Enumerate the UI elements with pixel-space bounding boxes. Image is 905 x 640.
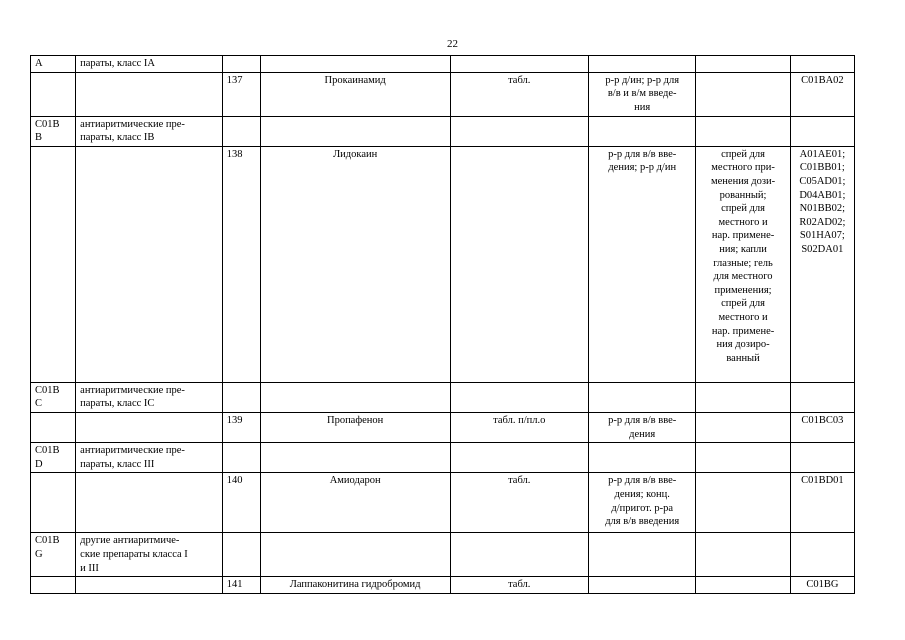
dosage-form-topical: [696, 56, 790, 73]
table-row: [31, 533, 855, 577]
dosage-form-topical: [696, 382, 790, 412]
group-description: антиаритмические пре- параты, класс IC: [76, 382, 223, 412]
drug-number: 140: [222, 473, 260, 533]
table-row: [31, 443, 855, 473]
dosage-form-topical: [696, 116, 790, 146]
atc-group-code: [31, 72, 76, 116]
group-description: параты, класс IA: [76, 56, 223, 73]
drug-name: Прокаинамид: [260, 72, 450, 116]
drug-name: Лидокаин: [260, 146, 450, 382]
atc-group-code: A: [31, 56, 76, 73]
drug-name: Лаппаконитина гидробромид: [260, 577, 450, 594]
dosage-form-topical: [696, 72, 790, 116]
drug-number: [222, 116, 260, 146]
atc-group-code: C01B G: [31, 533, 76, 577]
dosage-form: [450, 116, 589, 146]
dosage-form-topical: [696, 577, 790, 594]
dosage-form-injection: [589, 577, 696, 594]
atc-code: [790, 116, 854, 146]
atc-code: C01BA02: [790, 72, 854, 116]
atc-group-code: [31, 146, 76, 382]
page-number: 22: [447, 38, 458, 50]
table-row: [31, 56, 855, 73]
dosage-form: [450, 443, 589, 473]
atc-group-code: [31, 412, 76, 442]
group-description: [76, 412, 223, 442]
table-row: [31, 412, 855, 442]
dosage-form: табл. п/пл.о: [450, 412, 589, 442]
dosage-form-topical: спрей для местного при- менения дози- рованный; спрей для местного и нар. примене- ния; капли глазные; гель для местного применения; спрей для местного и нар. примене- ния дозиро- ванный: [696, 146, 790, 382]
drug-name: [260, 443, 450, 473]
atc-code: C01BG: [790, 577, 854, 594]
atc-group-code: [31, 473, 76, 533]
drug-name: [260, 116, 450, 146]
dosage-form-topical: [696, 473, 790, 533]
dosage-form-injection: [589, 382, 696, 412]
atc-group-code: C01B D: [31, 443, 76, 473]
atc-code: [790, 533, 854, 577]
table-row: [31, 382, 855, 412]
drug-name: Пропафенон: [260, 412, 450, 442]
dosage-form: [450, 533, 589, 577]
drug-table: [30, 55, 855, 594]
dosage-form-topical: [696, 412, 790, 442]
drug-number: [222, 443, 260, 473]
dosage-form-injection: р-р для в/в вве- дения; р-р д/ин: [589, 146, 696, 382]
dosage-form-injection: [589, 533, 696, 577]
dosage-form-injection: р-р для в/в вве- дения; конц. д/пригот. р-ра для в/в введения: [589, 473, 696, 533]
drug-number: [222, 533, 260, 577]
atc-code: C01BD01: [790, 473, 854, 533]
drug-number: [222, 56, 260, 73]
group-description: [76, 146, 223, 382]
dosage-form-injection: [589, 56, 696, 73]
group-description: [76, 577, 223, 594]
atc-code: [790, 56, 854, 73]
drug-number: 137: [222, 72, 260, 116]
dosage-form-injection: р-р для в/в вве- дения: [589, 412, 696, 442]
group-description: антиаритмические пре- параты, класс IB: [76, 116, 223, 146]
dosage-form: [450, 382, 589, 412]
dosage-form-injection: р-р д/ин; р-р для в/в и в/м введе- ния: [589, 72, 696, 116]
atc-code: C01BC03: [790, 412, 854, 442]
atc-code: [790, 382, 854, 412]
table-row: [31, 116, 855, 146]
atc-group-code: [31, 577, 76, 594]
table-row: [31, 72, 855, 116]
drug-name: [260, 382, 450, 412]
atc-group-code: C01B C: [31, 382, 76, 412]
dosage-form: табл.: [450, 577, 589, 594]
table-row: [31, 577, 855, 594]
dosage-form-topical: [696, 443, 790, 473]
drug-number: 141: [222, 577, 260, 594]
dosage-form: табл.: [450, 72, 589, 116]
group-description: антиаритмические пре- параты, класс III: [76, 443, 223, 473]
table-row: [31, 146, 855, 382]
dosage-form: [450, 56, 589, 73]
dosage-form: табл.: [450, 473, 589, 533]
dosage-form: [450, 146, 589, 382]
group-description: [76, 72, 223, 116]
drug-name: [260, 56, 450, 73]
atc-code: [790, 443, 854, 473]
drug-name: [260, 533, 450, 577]
dosage-form-injection: [589, 116, 696, 146]
dosage-form-topical: [696, 533, 790, 577]
drug-number: 138: [222, 146, 260, 382]
drug-name: Амиодарон: [260, 473, 450, 533]
drug-number: [222, 382, 260, 412]
atc-code: A01AE01; C01BB01; C05AD01; D04AB01; N01BB02; R02AD02; S01HA07; S02DA01: [790, 146, 854, 382]
dosage-form-injection: [589, 443, 696, 473]
table-row: [31, 473, 855, 533]
atc-group-code: C01B B: [31, 116, 76, 146]
group-description: [76, 473, 223, 533]
drug-number: 139: [222, 412, 260, 442]
group-description: другие антиаритмиче- ские препараты класса I и III: [76, 533, 223, 577]
